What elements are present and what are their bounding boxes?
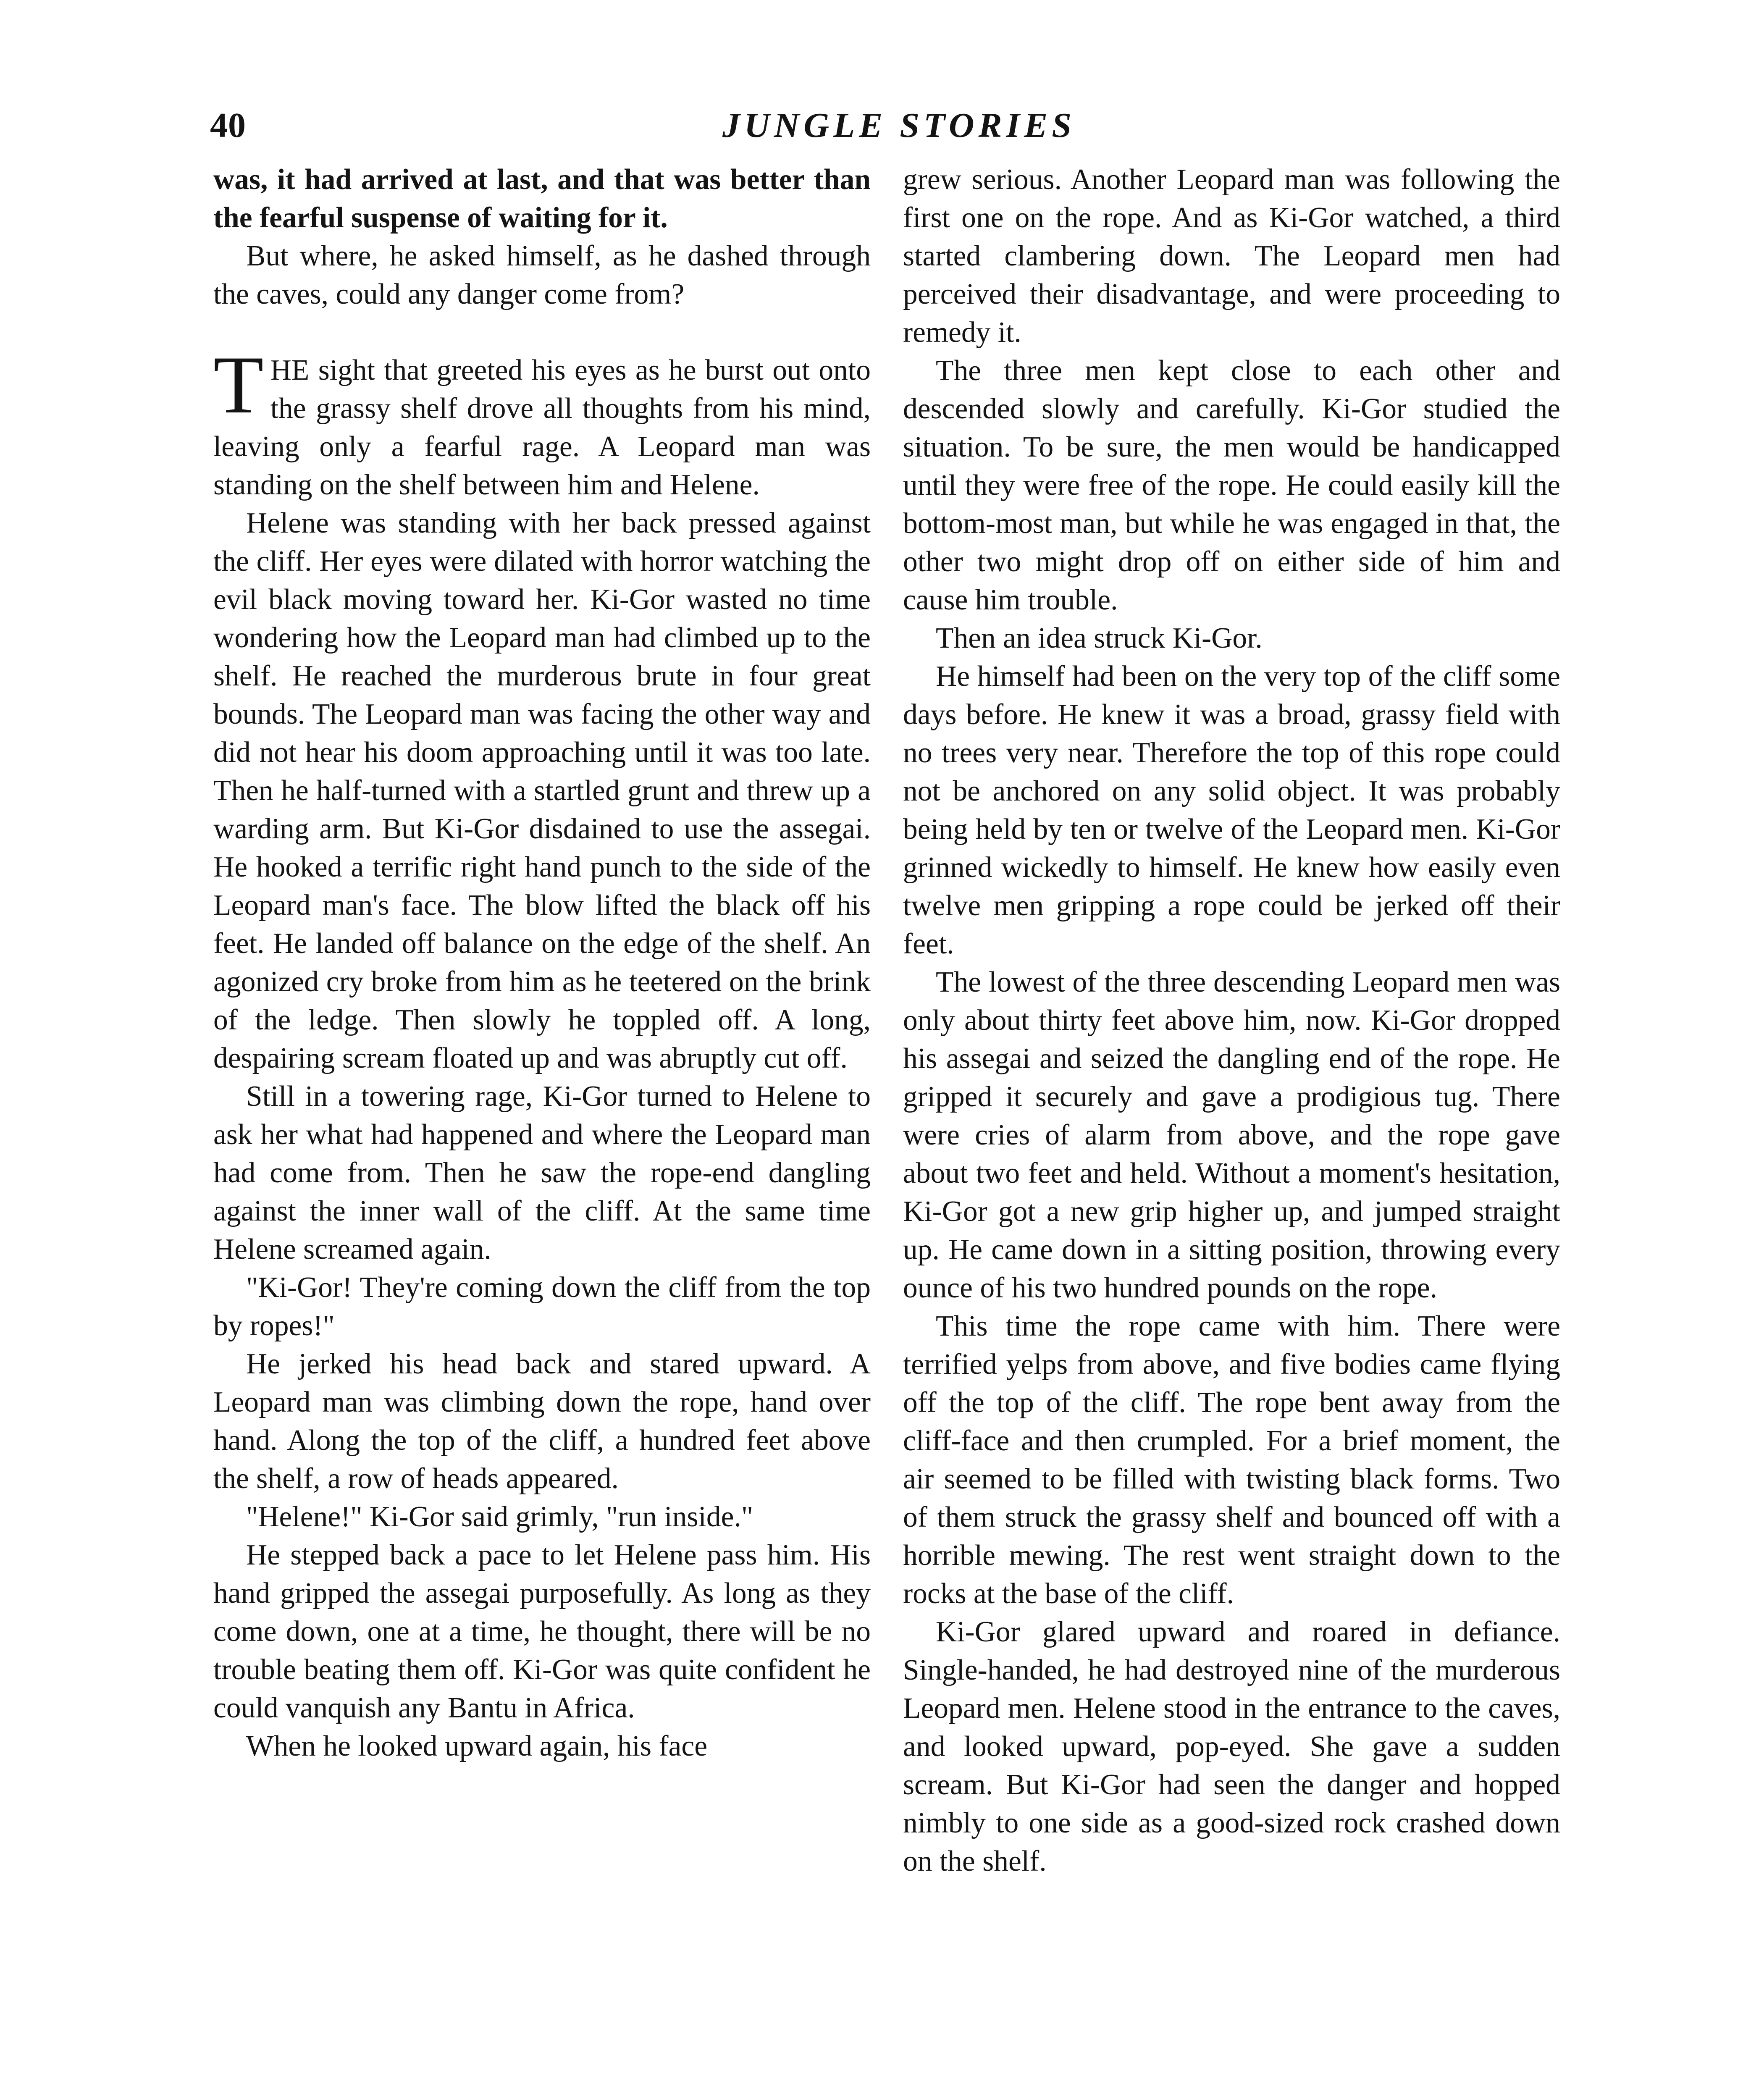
paragraph: "Helene!" Ki-Gor said grimly, "run inside." [246, 1501, 753, 1533]
paragraph: The three men kept close to each other and descended slowly and carefully. Ki-Gor studied the situation. To be sure, the men would be handicapped until they were free of the rope. He could easily kill the bottom-most man, but while he was engaged in that, the other two might drop off on either side of him and cause him trouble. [903, 354, 1560, 616]
paragraph-text: HE sight that greeted his eyes as he burst out onto the grassy shelf drove all thoughts from his mind, leaving only a fearful rage. A Leopard man was standing on the shelf between him and Helene. [213, 354, 871, 501]
paragraph: This time the rope came with him. There were terrified yelps from above, and five bodies came flying off the top of the cliff. The rope bent away from the cliff-face and then crumpled. For a brief moment, the air seemed to be filled with twisting black forms. Two of them struck the grassy shelf and bounced off with a horrible mewing. The rest went straight down to the rocks at the base of the cliff. [903, 1310, 1560, 1610]
paragraph: He stepped back a pace to let Helene pass him. His hand gripped the assegai purposefully. As long as they come down, one at a time, he thought, there will be no trouble beating them off. Ki-Gor was quite confident he could vanquish any Bantu in Africa. [213, 1539, 871, 1724]
paragraph: Then an idea struck Ki-Gor. [936, 622, 1263, 654]
paragraph: The lowest of the three descending Leopard men was only about thirty feet above him, now. Ki-Gor dropped his assegai and seized the dangling end of the rope. He gripped it securely and gave a prodigious tug. There were cries of alarm from above, and the rope gave about two feet and held. Without a moment's hesitation, Ki-Gor got a new grip higher up, and jumped straight up. He came down in a sitting position, throwing every ounce of his two hundred pounds on the rope. [903, 966, 1560, 1304]
section-opening-paragraph [213, 339, 871, 504]
drop-cap: T [213, 339, 264, 430]
right-column [903, 160, 1560, 1880]
paragraph: grew serious. Another Leopard man was following the first one on the rope. And as Ki-Gor watched, a third started clambering down. The Leopard men had perceived their disadvantage, and were proceeding to remedy it. [903, 163, 1560, 349]
paragraph: When he looked upward again, his face [246, 1730, 708, 1762]
paragraph: Helene was standing with her back pressed against the cliff. Her eyes were dilated with horror watching the evil black moving toward her. Ki-Gor wasted no time wondering how the Leopard man had climbed up to the shelf. He reached the murderous brute in four great bounds. The Leopard man was facing the other way and did not hear his doom approaching until it was too late. Then he half-turned with a startled grunt and threw up a warding arm. But Ki-Gor disdained to use the assegai. He hooked a terrific right hand punch to the side of the Leopard man's face. The blow lifted the black off his feet. He landed off balance on the edge of the shelf. An agonized cry broke from him as he teetered on the brink of the ledge. Then slowly he toppled off. A long, despairing scream floated up and was abruptly cut off. [213, 507, 871, 1074]
paragraph: He himself had been on the very top of the cliff some days before. He knew it was a broad, grassy field with no trees very near. Therefore the top of this rope could not be anchored on any solid object. It was probably being held by ten or twelve of the Leopard men. Ki-Gor grinned wickedly to himself. He knew how easily even twelve men gripping a rope could be jerked off their feet. [903, 660, 1560, 960]
paragraph: "Ki-Gor! They're coming down the cliff from the top by ropes!" [213, 1271, 871, 1342]
paragraph: But where, he asked himself, as he dashed through the caves, could any danger come from? [213, 240, 871, 310]
paragraph: was, it had arrived at last, and that was better than the fearful suspense of waiting for it. [213, 163, 871, 234]
paragraph: He jerked his head back and stared upward. A Leopard man was climbing down the rope, hand over hand. Along the top of the cliff, a hundred feet above the shelf, a row of heads appeared. [213, 1348, 871, 1495]
running-head: JUNGLE STORIES [722, 106, 1076, 145]
left-column [213, 160, 871, 1765]
paragraph: Still in a towering rage, Ki-Gor turned to Helene to ask her what had happened and where the Leopard man had come from. Then he saw the rope-end dangling against the inner wall of the cliff. At the same time Helene screamed again. [213, 1080, 871, 1265]
section-break [213, 313, 871, 351]
page-number: 40 [210, 106, 246, 145]
paragraph: Ki-Gor glared upward and roared in defiance. Single-handed, he had destroyed nine of the murderous Leopard men. Helene stood in the entrance to the caves, and looked upward, pop-eyed. She gave a sudden scream. But Ki-Gor had seen the danger and hopped nimbly to one side as a good-sized rock crashed down on the shelf. [903, 1616, 1560, 1877]
